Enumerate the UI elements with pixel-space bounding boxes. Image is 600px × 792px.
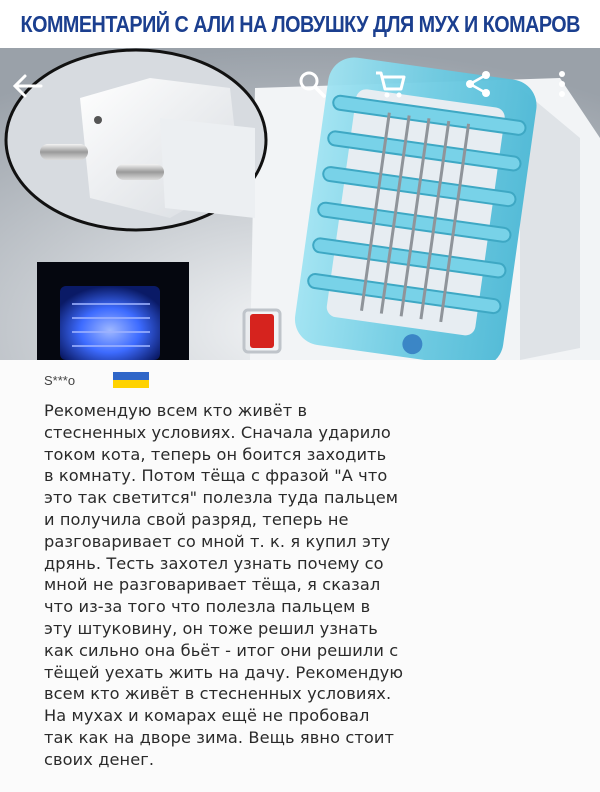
review-text — [44, 400, 564, 771]
review-line: что из-за того что полезла пальцем в — [44, 597, 371, 617]
review-line: На мухах и комарах ещё не пробовал — [44, 706, 370, 726]
share-icon[interactable] — [458, 64, 498, 104]
review-line: мной не разговаривает тёща, я сказал — [44, 575, 381, 595]
review-line: разговаривает со мной т. к. я купил эту — [44, 531, 391, 551]
review-card — [0, 360, 600, 792]
review-line: как сильно она бьёт - итог они решили с — [44, 640, 399, 660]
reviewer-name: S***o — [44, 372, 76, 388]
review-line: и получила свой разряд, теперь не — [44, 509, 349, 529]
more-icon[interactable] — [542, 64, 582, 104]
product-photo[interactable] — [0, 48, 600, 360]
review-line: Рекомендую всем кто живёт в — [44, 401, 308, 420]
review-line: стесненных условиях. Сначала ударило — [44, 422, 391, 442]
review-line: так как на дворе зима. Вещь явно стоит — [44, 727, 394, 747]
country-flag-icon — [113, 372, 149, 388]
back-arrow-icon[interactable] — [8, 66, 48, 106]
flag-top-stripe — [113, 372, 149, 380]
review-line: дрянь. Тесть захотел узнать почему со — [44, 553, 384, 573]
review-line: эту штуковину, он тоже решил узнать — [44, 618, 378, 638]
review-line: всем кто живёт в стесненных условиях. — [44, 684, 392, 704]
flag-bottom-stripe — [113, 380, 149, 388]
review-line: своих денег. — [44, 749, 155, 769]
header-banner — [0, 0, 600, 48]
review-line: в комнату. Потом тёща с фразой "А что — [44, 466, 388, 486]
cart-icon[interactable] — [370, 64, 410, 104]
reviewer-row — [44, 372, 149, 388]
search-icon[interactable] — [292, 64, 332, 104]
page-title: КОММЕНТАРИЙ С АЛИ НА ЛОВУШКУ ДЛЯ МУХ И КОМАРОВ — [20, 10, 580, 37]
review-line: тёщей уехать жить на дачу. Рекомендую — [44, 662, 404, 682]
review-line: током кота, теперь он боится заходить — [44, 444, 387, 464]
review-line: это так светится" полезла туда пальцем — [44, 488, 399, 508]
